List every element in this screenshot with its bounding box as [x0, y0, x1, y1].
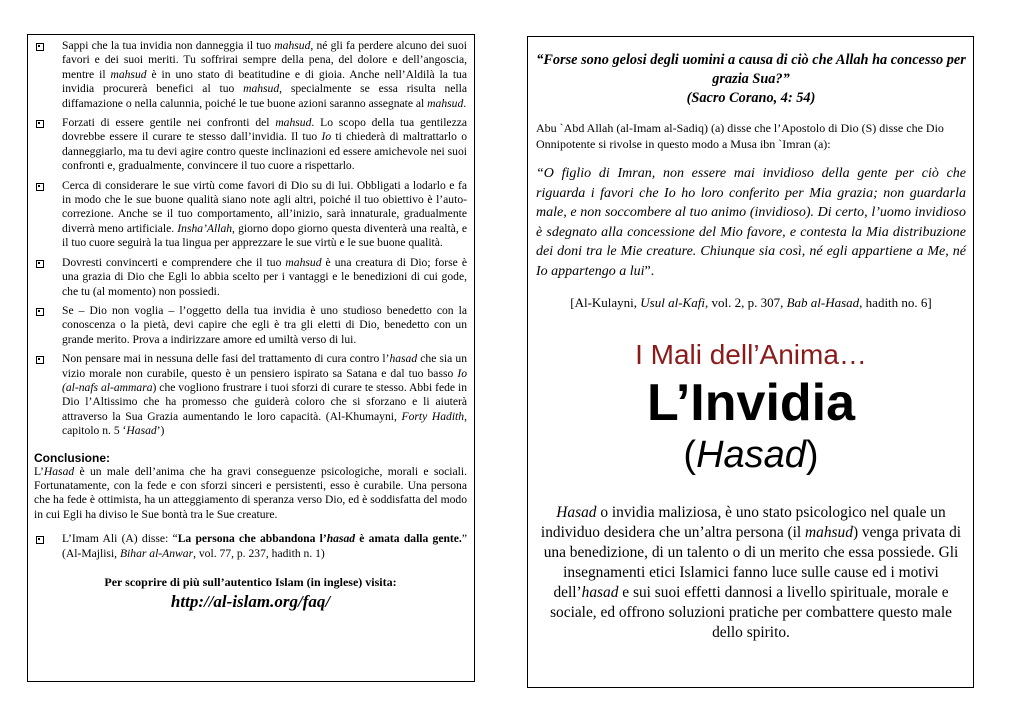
text: [Al-Kulayni,: [570, 295, 641, 310]
narration-intro: Abu `Abd Allah (al-Imam al-Sadiq) (a) disse che l’Apostolo di Dio (S) disse che Dio Onnipotente si rivolse in questo modo a Musa ibn `Imran (a):: [536, 121, 944, 151]
text: è un male dell’anima che ha gravi conseguenze psicologiche, morali e sociali. Fortunatamente, con la fede e con sforzi sinceri e persistenti, esso è curabile. Una persona che ha fede è ottimista, ha un atteggiamento di speranza verso Dio, ed è soddisfatta del modo in cui Egli ha diviso le Sue bontà tra le Sue creature.: [34, 464, 467, 521]
term: Hasad: [556, 504, 597, 521]
term: hasad: [581, 584, 619, 601]
text: .: [463, 96, 467, 110]
left-panel: [27, 34, 475, 682]
term: mahsud: [274, 39, 311, 52]
list-item: [34, 256, 467, 299]
text: Se – Dio non voglia – l’oggetto della tua invidia è uno studioso benedetto con la conoscenza o la pietà, devi capire che egli è tra gli eletti di Dio, benedetto con un grande merito. Prova a indirizzare amore ed umiltà verso di lui.: [62, 303, 467, 346]
main-title: L’Invidia: [646, 374, 856, 432]
text: Sappi che la tua invidia non danneggia il tuo: [62, 39, 275, 52]
text: ”.: [644, 263, 655, 279]
text: L’Imam Ali (A) disse: “: [62, 532, 178, 546]
text: o invidia maliziosa, è uno stato psicologico nel quale un individuo desidera che un’altra persona (il: [540, 504, 946, 541]
term: mahsud: [243, 82, 280, 96]
list-item: [34, 39, 467, 111]
description: [536, 503, 966, 643]
checkbox-bullet-icon: [36, 356, 44, 364]
term: hasad: [326, 532, 356, 546]
text: , vol. 77, p. 237, hadith n. 1): [193, 546, 325, 560]
list-item: [34, 304, 467, 347]
term: Insha’Allah: [177, 221, 233, 235]
text: , specialmente se essa risulta nella diffamazione o nella calunnia, poiché le tue buone azioni saranno assegnate al: [62, 82, 467, 110]
text: . Lo scopo della tua gentilezza dovrebbe essere il curare te stesso dall’invidia. Il tuo: [62, 116, 468, 144]
text: e sui suoi effetti dannosi a livello spirituale, morale e sociale, ed offrono soluzioni pratiche per combattere questo male dello spirito.: [550, 584, 952, 641]
term: mahsud: [275, 116, 312, 130]
term: Hasad: [43, 464, 75, 478]
text: ): [805, 434, 819, 476]
list-item: [34, 116, 467, 174]
text: , giorno dopo giorno questa diventerà una realtà, e il tuo cuore seguirà la tua lingua per apprezzare le sue virtù e le sue buone qualità.: [62, 221, 467, 250]
term: mahsud: [805, 524, 853, 541]
hadith-reference: [536, 295, 966, 311]
text: Forzati di essere gentile nei confronti del: [62, 116, 276, 130]
imam-quote: [34, 532, 467, 561]
text: , capitolo n. 5 ‘: [62, 409, 467, 438]
conclusion-heading: Conclusione:: [34, 450, 111, 465]
visit-text: Per scoprire di più sull’autentico Islam (in inglese) visita:: [104, 575, 397, 589]
term: hasad: [389, 352, 418, 366]
right-panel: [527, 36, 974, 688]
text: , né gli fa perdere alcuno dei suoi favori e dei suoi meriti. Tu soffrirai sempre della pena, del dolore e dell’angoscia, mentre il: [62, 39, 467, 81]
list-item: [34, 352, 467, 438]
source-title: Bihar al-Anwar: [119, 546, 194, 560]
quran-reference: (Sacro Corano, 4: 54): [686, 90, 816, 106]
text: (: [683, 434, 697, 476]
quote-bold: è amata dalla gente.: [355, 532, 462, 546]
term: mahsud: [110, 67, 147, 81]
conclusion-text: [34, 465, 467, 523]
text: è una creatura di Dio; forse è una grazia di Dio che Egli lo abbia scelto per i vantaggi e le benedizioni di cui gode, che tu (al momento) non possiedi.: [62, 255, 467, 298]
text: ’): [156, 424, 165, 438]
term: Forty Hadith: [401, 409, 465, 423]
text: che sia un vizio morale non curabile, questo è un pensiero ispirato sa Satana e dal tuo basso: [62, 352, 467, 380]
text: , vol. 2, p. 307,: [704, 295, 787, 310]
checkbox-bullet-icon: [36, 308, 44, 316]
term: Io: [321, 130, 332, 144]
term: Hasad: [696, 434, 806, 476]
quran-quote: “Forse sono gelosi degli uomini a causa di ciò che Allah ha concesso per grazia Sua?”: [536, 52, 966, 87]
source-title: Bab al-Hasad: [786, 295, 860, 310]
checkbox-bullet-icon: [36, 536, 44, 544]
subtitle: [536, 433, 966, 477]
checkbox-bullet-icon: [36, 43, 44, 51]
list-item: [34, 179, 467, 251]
text: ti chiederà di maltrattarlo o danneggiarlo, ma tu devi agire contro queste inclinazioni ed essere amichevole nei suoi confronti e, gradualmente, convincere il tuo cuore a rispettarlo.: [62, 130, 467, 173]
text: Non pensare mai in nessuna delle fasi del trattamento di cura contro l’: [62, 352, 390, 366]
term: mahsud: [285, 255, 322, 269]
checkbox-bullet-icon: [36, 120, 44, 128]
term: Io (al-nafs al-ammara: [62, 366, 467, 394]
website-link[interactable]: http://al-islam.org/faq/: [170, 592, 331, 611]
hadith-text: [536, 164, 966, 281]
text: ) che vogliono frustrare i tuoi sforzi di curare te stesso. Abbi fede in Dio l’Altissimo che ha promesso che guiderà coloro che si sforzano e li aiuterà attraverso la Sua Grazia aumentando le loro capacità. (Al-Khumayni,: [62, 380, 467, 423]
quote-bold: La persona che abbandona l’: [177, 532, 327, 546]
source-title: Usul al-Kafi: [640, 295, 705, 310]
text: Dovresti convincerti e comprendere che il tuo: [62, 255, 286, 269]
text: ) venga privata di una benedizione, di un talento o di un merito che essa possiede. Gli insegnamenti etici Islamici fanno luce sulle cause ed i motivi dell’: [543, 524, 962, 601]
series-title: I Mali dell’Anima…: [635, 339, 867, 370]
text: L’: [34, 464, 44, 478]
term: mahsud: [427, 96, 464, 110]
text: “O figlio di Imran, non essere mai invidioso della gente per ciò che riguarda i favori che Io ho loro conferito per Mia grazia; non guardarla male, e non soccombere al tuo animo (invidioso). Di certo, l’uomo invidioso è sdegnato alla concessione del Mio favore, e contesta la Mia distribuzione dei doni tra le Mie creature. Chiunque sia così, né egli appartiene a Me, né Io appartengo a lui: [536, 166, 966, 279]
text: ” (Al-Majlisi,: [62, 532, 467, 560]
term: Hasad: [126, 424, 157, 438]
text: , hadith no. 6]: [859, 295, 932, 310]
checkbox-bullet-icon: [36, 183, 44, 191]
text: è in uno stato di beatitudine e di gioia. Anche nell’Aldilà la tua invidia procurerà benefici al tuo: [62, 67, 467, 96]
checkbox-bullet-icon: [36, 260, 44, 268]
text: Cerca di considerare le sue virtù come favori di Dio su di lui. Obbligati a lodarlo e fa in modo che le sue buone qualità siano note agli altri, poiché il tuo obiettivo è l’auto-correzione. Anche se il tuo comportamento, all’inizio, sarà innaturale, gradualmente diverrà meno artificiale.: [62, 178, 467, 235]
